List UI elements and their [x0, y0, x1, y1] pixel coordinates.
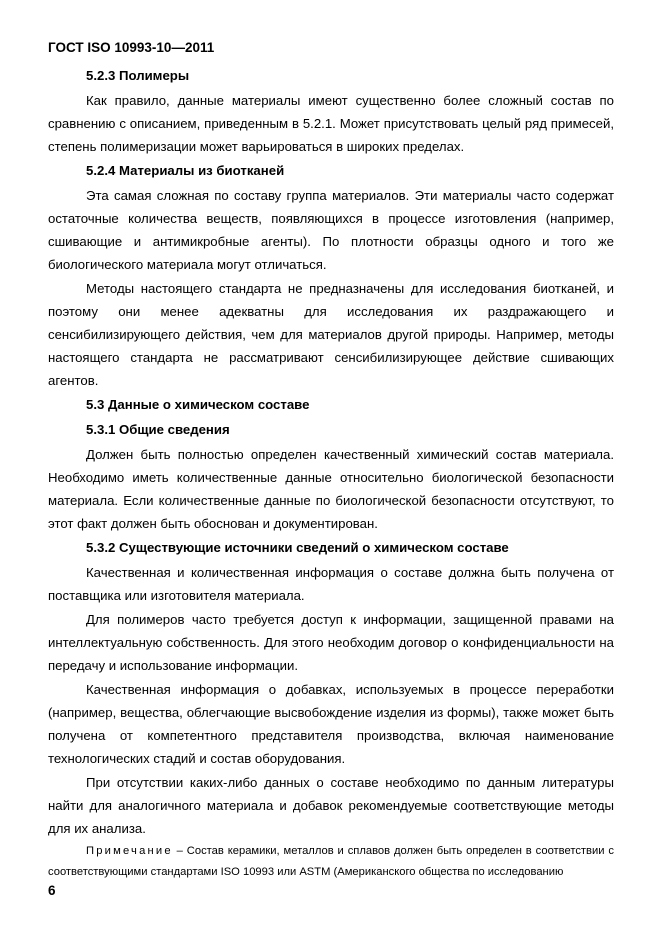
document-header: ГОСТ ISO 10993-10—2011 — [48, 40, 215, 55]
section-5-3-2-heading: 5.3.2 Существующие источники сведений о химическом составе — [86, 540, 509, 555]
section-5-2-4-paragraph-1: Эта самая сложная по составу группа материалов. Эти материалы часто содержат остаточные количества веществ, появляющихся в процессе изготовления (например, сшивающие и антимикробные агенты). По плотности образцы одного и того же биологического материала могут отличаться. — [48, 188, 614, 272]
note-label: Примечание — [86, 845, 173, 857]
section-5-2-4-heading: 5.2.4 Материалы из биотканей — [86, 163, 285, 178]
page-number: 6 — [48, 883, 56, 898]
section-5-3-1-paragraph-1: Должен быть полностью определен качественный химический состав материала. Необходимо иметь количественные данные относительно биологической безопасности материала. Если количественные данные по биологической безопасности отсутствуют, то этот факт должен быть обоснован и документирован. — [48, 447, 614, 531]
section-5-3-2-paragraph-1: Качественная и количественная информация о составе должна быть получена от поставщика или изготовителя материала. — [48, 565, 614, 603]
note-paragraph — [48, 841, 614, 883]
section-5-2-4-paragraph-2: Методы настоящего стандарта не предназначены для исследования биотканей, и поэтому они менее адекватны для исследования их раздражающего и сенсибилизирующего действия, чем для материалов другой природы. Например, методы настоящего стандарта не рассматривают сенсибилизирующее действие сшивающих агентов. — [48, 281, 614, 388]
section-5-3-2-paragraph-2: Для полимеров часто требуется доступ к информации, защищенной правами на интеллектуальную собственность. Для этого необходим договор о конфиденциальности на передачу и использование информации. — [48, 612, 614, 673]
document-body — [48, 64, 614, 883]
section-5-3-1-heading: 5.3.1 Общие сведения — [86, 422, 230, 437]
section-5-2-3-paragraph-1: Как правило, данные материалы имеют существенно более сложный состав по сравнению с описанием, приведенным в 5.2.1. Может присутствовать целый ряд примесей, степень полимеризации может варьироваться в широких пределах. — [48, 93, 614, 154]
section-5-2-3-heading: 5.2.3 Полимеры — [86, 68, 190, 83]
section-5-3-2-paragraph-4: При отсутствии каких-либо данных о составе необходимо по данным литературы найти для аналогичного материала и добавок рекомендуемые соответствующие методы для их анализа. — [48, 775, 614, 836]
section-5-3-2-paragraph-3: Качественная информация о добавках, используемых в процессе переработки (например, вещества, облегчающие высвобождение изделия из формы), также может быть получена от компетентного представителя производства, включая наименование технологических стадий и состав оборудования. — [48, 682, 614, 766]
note-text: – Состав керамики, металлов и сплавов должен быть определен в соответствии с соответствующими стандартами ISO 10993 или ASTM (Американского общества по исследованию — [48, 845, 614, 878]
section-5-3-heading: 5.3 Данные о химическом составе — [86, 397, 310, 412]
